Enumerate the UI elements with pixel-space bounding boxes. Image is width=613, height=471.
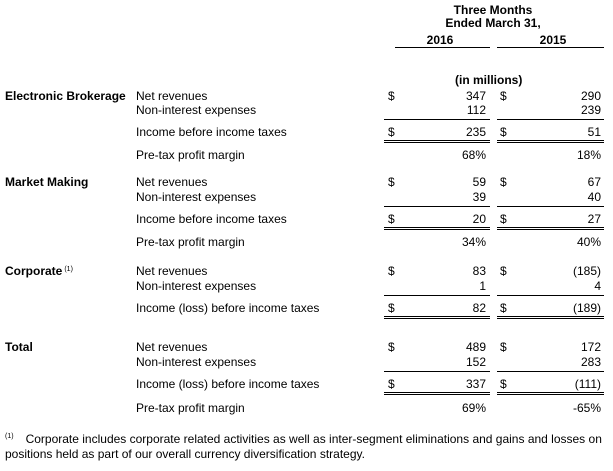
value-2015: 27 bbox=[587, 212, 601, 226]
value-2016: 337 bbox=[465, 377, 486, 391]
currency-symbol: $ bbox=[388, 175, 395, 189]
value-2015: (111) bbox=[574, 377, 601, 391]
footnote-marker: (1) bbox=[5, 433, 14, 440]
column-group-title-line1: Three Months bbox=[453, 3, 533, 17]
value-2016: 82 bbox=[472, 301, 486, 315]
value-2016: 347 bbox=[465, 89, 486, 103]
value-2015: 283 bbox=[580, 355, 601, 369]
row-label: Income before income taxes bbox=[136, 212, 287, 226]
total-double-rule bbox=[497, 316, 604, 319]
value-2015: 172 bbox=[580, 340, 601, 354]
currency-symbol: $ bbox=[500, 175, 507, 189]
header-rule-2015 bbox=[497, 47, 604, 48]
currency-symbol: $ bbox=[500, 212, 507, 226]
currency-symbol: $ bbox=[388, 301, 395, 315]
footnote-text: Corporate includes corporate related activities as well as inter-segment eliminations and gains and losses on positions held as part of our overall currency diversification strategy. bbox=[5, 432, 602, 461]
column-header-2015: 2015 bbox=[539, 33, 567, 47]
total-double-rule bbox=[384, 392, 490, 395]
row-label: Pre-tax profit margin bbox=[136, 235, 245, 249]
value-2016: 69% bbox=[461, 401, 486, 415]
total-double-rule bbox=[384, 227, 490, 230]
currency-symbol: $ bbox=[388, 212, 395, 226]
segment-name-electronic-brokerage: Electronic Brokerage bbox=[5, 89, 126, 103]
total-double-rule bbox=[497, 140, 604, 143]
total-double-rule bbox=[497, 227, 604, 230]
subtotal-rule bbox=[384, 295, 490, 296]
header-rule-2016 bbox=[395, 47, 490, 48]
subtotal-rule bbox=[497, 371, 604, 372]
value-2016: 1 bbox=[479, 279, 486, 293]
value-2015: 40% bbox=[576, 235, 601, 249]
value-2015: 67 bbox=[587, 175, 601, 189]
value-2015: 239 bbox=[580, 103, 601, 117]
footnote bbox=[5, 429, 605, 462]
segment-name-total: Total bbox=[5, 340, 33, 354]
currency-symbol: $ bbox=[500, 89, 507, 103]
currency-symbol: $ bbox=[500, 125, 507, 139]
subtotal-rule bbox=[497, 119, 604, 120]
currency-symbol: $ bbox=[500, 377, 507, 391]
value-2016: 39 bbox=[472, 190, 486, 204]
currency-symbol: $ bbox=[388, 340, 395, 354]
currency-symbol: $ bbox=[388, 89, 395, 103]
units-label: (in millions) bbox=[455, 73, 523, 87]
value-2016: 34% bbox=[461, 235, 486, 249]
subtotal-rule bbox=[384, 206, 490, 207]
currency-symbol: $ bbox=[500, 301, 507, 315]
row-label: Net revenues bbox=[136, 89, 208, 103]
subtotal-rule bbox=[497, 295, 604, 296]
subtotal-rule bbox=[384, 371, 490, 372]
currency-symbol: $ bbox=[388, 264, 395, 278]
row-label: Net revenues bbox=[136, 340, 208, 354]
value-2015: (185) bbox=[572, 264, 601, 278]
value-2016: 235 bbox=[465, 125, 486, 139]
currency-symbol: $ bbox=[500, 264, 507, 278]
currency-symbol: $ bbox=[388, 377, 395, 391]
value-2015: 290 bbox=[580, 89, 601, 103]
currency-symbol: $ bbox=[388, 125, 395, 139]
row-label: Pre-tax profit margin bbox=[136, 401, 245, 415]
value-2016: 20 bbox=[472, 212, 486, 226]
column-group-title-line2: Ended March 31, bbox=[445, 16, 541, 30]
total-double-rule bbox=[384, 316, 490, 319]
row-label: Net revenues bbox=[136, 175, 208, 189]
value-2015: 4 bbox=[594, 279, 601, 293]
subtotal-rule bbox=[497, 206, 604, 207]
value-2015: -65% bbox=[572, 401, 601, 415]
row-label: Income (loss) before income taxes bbox=[136, 301, 320, 315]
segment-name-market-making: Market Making bbox=[5, 175, 89, 189]
row-label: Non-interest expenses bbox=[136, 103, 257, 117]
row-label: Income (loss) before income taxes bbox=[136, 377, 320, 391]
row-label: Income before income taxes bbox=[136, 125, 287, 139]
row-label: Pre-tax profit margin bbox=[136, 148, 245, 162]
value-2016: 489 bbox=[465, 340, 486, 354]
value-2016: 59 bbox=[472, 175, 486, 189]
value-2015: 51 bbox=[587, 125, 601, 139]
value-2015: 18% bbox=[576, 148, 601, 162]
column-group-title bbox=[378, 4, 608, 30]
row-label: Net revenues bbox=[136, 264, 208, 278]
value-2016: 152 bbox=[465, 355, 486, 369]
value-2016: 83 bbox=[472, 264, 486, 278]
value-2016: 112 bbox=[466, 103, 486, 117]
total-double-rule bbox=[497, 392, 604, 395]
row-label: Non-interest expenses bbox=[136, 190, 257, 204]
subtotal-rule bbox=[384, 119, 490, 120]
total-double-rule bbox=[384, 140, 490, 143]
segment-name-corporate bbox=[5, 264, 73, 278]
footnote-marker: (1) bbox=[64, 266, 73, 273]
value-2015: (189) bbox=[572, 301, 601, 315]
currency-symbol: $ bbox=[500, 340, 507, 354]
column-header-2016: 2016 bbox=[426, 33, 454, 47]
row-label: Non-interest expenses bbox=[136, 355, 257, 369]
row-label: Non-interest expenses bbox=[136, 279, 257, 293]
value-2016: 68% bbox=[461, 148, 486, 162]
segment-name-corporate-text: Corporate bbox=[5, 264, 63, 278]
value-2015: 40 bbox=[587, 190, 601, 204]
